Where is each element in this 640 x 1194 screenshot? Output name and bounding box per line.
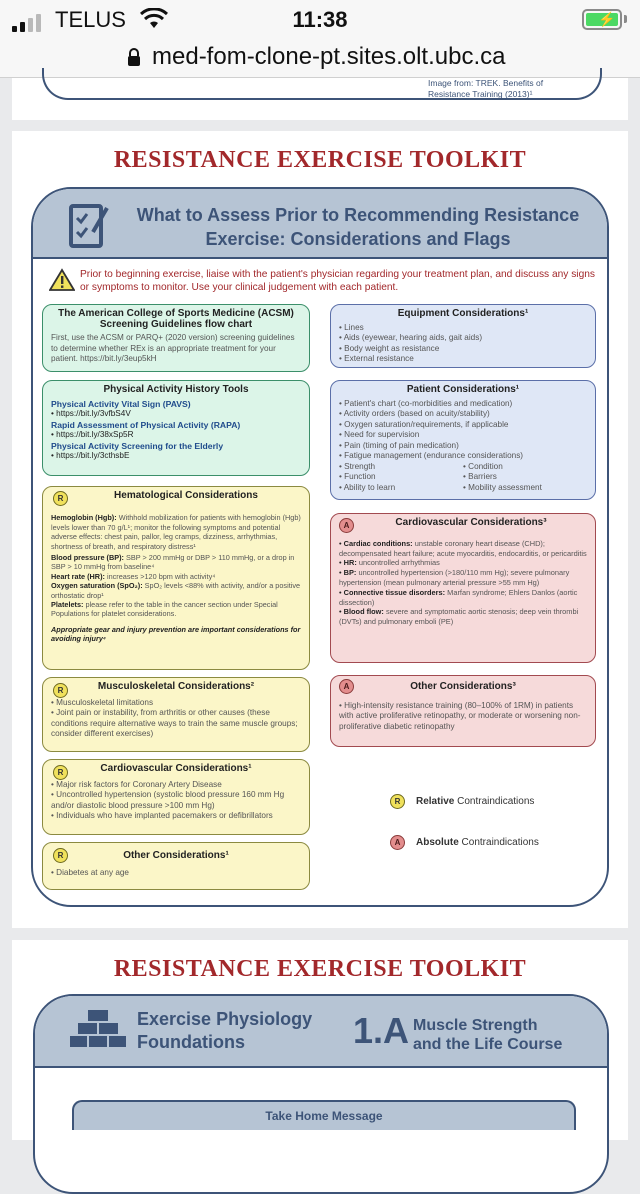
cardio-a-label-1: HR: bbox=[343, 558, 357, 568]
patient-box bbox=[330, 380, 596, 500]
cardio-r-item: • Individuals who have implanted pacemakers or defibrillators bbox=[51, 811, 301, 822]
hema-text-3: SpO₂ levels <88% with activity, and/or a positive orthostatic drop¹ bbox=[51, 581, 301, 600]
pa-link-0[interactable]: • https://bit.ly/3vfbS4V bbox=[51, 409, 131, 418]
pa-history-box bbox=[42, 380, 310, 476]
patient-col-b: • Mobility assessment bbox=[463, 483, 587, 494]
patient-col-a: • Ability to learn bbox=[339, 483, 463, 494]
other-a-title: Other Considerations³ bbox=[410, 681, 516, 692]
pa-link-2[interactable]: • https://bit.ly/3cthsbE bbox=[51, 451, 130, 460]
cardio-r-item: • Uncontrolled hypertension (systolic blood pressure 160 mm Hg and/or diastolic blood pressure >100 mm Hg) bbox=[51, 790, 301, 811]
next-frame bbox=[33, 994, 609, 1194]
pa-item-2: Physical Activity Screening for the Elderly bbox=[51, 440, 224, 451]
bricks-icon bbox=[70, 1008, 126, 1050]
cardio-relative-box bbox=[42, 759, 310, 835]
clock: 11:38 bbox=[292, 7, 348, 32]
hema-text-4: please refer to the table in the cancer section under Special Populations for platelet considerations. bbox=[51, 600, 278, 619]
cardio-a-label-0: Cardiac conditions: bbox=[343, 538, 413, 548]
musc-item: • Musculoskeletal limitations bbox=[51, 698, 301, 709]
patient-col-a: • Strength bbox=[339, 462, 463, 473]
image-credit: Image from: TREK. Benefits of Resistance Training (2013)¹ bbox=[428, 78, 544, 99]
assess-title: What to Assess Prior to Recommending Resistance Exercise: Considerations and Flags bbox=[136, 205, 580, 249]
section-name: Exercise Physiology Foundations bbox=[137, 1009, 313, 1052]
hema-text-1: SBP > 200 mmHg or DBP > 110 mmHg, or a drop in SBP > 10 mmHg from baseline⁴ bbox=[51, 553, 295, 572]
toolkit-title: RESISTANCE EXERCISE TOOLKIT bbox=[113, 147, 527, 173]
hema-text-2: increases >120 bpm with activity⁴ bbox=[106, 571, 216, 581]
cardio-absolute-box: Cardiovascular Considerations³ • Cardiac conditions: unstable coronary heart disease (CHD); decompensated heart failure; acute myocarditis, endocarditis, or pericarditis • HR: uncontrolled arrhythmias • BP: uncontrolled hypertension (>180/110 mm Hg); severe pulmonary hypertension (mean pulmonary arterial pressure >55 mm Hg) • Connective tissue disorders: Marfan syndrome; Ehlers Danlos (aortic dissection) • Blood flow: severe and symptomatic aortic stenosis; deep vein thrombi (DVTs) and pulmonary emboli (PE) bbox=[330, 513, 596, 663]
relative-badge: R bbox=[53, 765, 68, 780]
patient-col-b: • Barriers bbox=[463, 472, 587, 483]
pa-item-1: Rapid Assessment of Physical Activity (RAPA) bbox=[51, 419, 241, 430]
legend-relative-badge: R bbox=[390, 794, 405, 809]
legend-absolute-badge: A bbox=[390, 835, 405, 850]
hema-title: Hematological Considerations bbox=[114, 490, 258, 501]
patient-item: • Pain (timing of pain medication) bbox=[339, 441, 587, 452]
cardio-a-label-4: Blood flow: bbox=[343, 607, 384, 617]
relative-badge: R bbox=[53, 848, 68, 863]
other-r-item: • Diabetes at any age bbox=[51, 868, 301, 879]
equip-item: • Lines bbox=[339, 323, 587, 334]
relative-badge: R bbox=[53, 683, 68, 698]
absolute-badge: A bbox=[339, 518, 354, 533]
hema-label-4: Platelets: bbox=[51, 600, 84, 610]
cardio-a-title: Cardiovascular Considerations³ bbox=[395, 517, 547, 528]
next-toolkit-title: RESISTANCE EXERCISE TOOLKIT bbox=[113, 956, 527, 982]
hema-label-0: Hemoglobin (Hgb): bbox=[51, 513, 117, 523]
cardio-r-title: Cardiovascular Considerations¹ bbox=[100, 763, 252, 774]
patient-item: • Patient's chart (co-morbidities and medication) bbox=[339, 399, 587, 410]
section-number: 1.A bbox=[353, 1010, 410, 1051]
patient-col-b: • Condition bbox=[463, 462, 587, 473]
acsm-title: The American College of Sports Medicine (ACSM) Screening Guidelines flow chart bbox=[58, 308, 294, 330]
patient-item: • Need for supervision bbox=[339, 430, 587, 441]
assess-header bbox=[33, 189, 607, 259]
musc-title: Musculoskeletal Considerations² bbox=[97, 681, 255, 692]
pa-title: Physical Activity History Tools bbox=[103, 384, 249, 395]
musculoskeletal-box bbox=[42, 677, 310, 752]
next-header bbox=[35, 996, 607, 1068]
patient-title: Patient Considerations¹ bbox=[406, 384, 520, 395]
patient-item: • Activity orders (based on acuity/stability) bbox=[339, 409, 587, 420]
other-absolute-box bbox=[330, 675, 596, 747]
absolute-badge: A bbox=[339, 679, 354, 694]
hema-label-3: Oxygen saturation (SpO₂): bbox=[51, 581, 143, 591]
hema-label-2: Heart rate (HR): bbox=[51, 571, 105, 581]
relative-badge: R bbox=[53, 491, 68, 506]
section-topic: Muscle Strength and the Life Course bbox=[413, 1017, 563, 1053]
status-bar bbox=[0, 0, 640, 40]
equip-title: Equipment Considerations¹ bbox=[397, 308, 529, 319]
patient-col-a: • Function bbox=[339, 472, 463, 483]
cardio-a-text-2: uncontrolled hypertension (>180/110 mm Hg); severe pulmonary hypertension (mean pulmonary arterial pressure >55 mm Hg) bbox=[339, 568, 570, 587]
hematological-box bbox=[42, 486, 310, 670]
equip-item: • Aids (eyewear, hearing aids, gait aids) bbox=[339, 333, 587, 344]
patient-item: • Fatigue management (endurance considerations) bbox=[339, 451, 587, 462]
cardio-a-text-4: severe and symptomatic aortic stenosis; deep vein thrombi (DVTs) and pulmonary emboli (PE) bbox=[339, 607, 579, 627]
acsm-text: First, use the ACSM or PARQ+ (2020 version) screening guidelines to determine whether REx is an appropriate treatment for your patient. https://bit.ly/3eup5kH bbox=[51, 333, 295, 363]
pa-link-1[interactable]: • https://bit.ly/38xSp5R bbox=[51, 430, 134, 439]
pa-item-0: Physical Activity Vital Sign (PAVS) bbox=[51, 398, 191, 409]
equip-item: • Body weight as resistance bbox=[339, 344, 587, 355]
other-a-item: • High-intensity resistance training (80–100% of 1RM) in patients with active proliferative retinopathy, or moderate or worsening non-proliferative diabetic retinopathy bbox=[339, 701, 587, 733]
equip-item: • External resistance bbox=[339, 354, 587, 365]
cardio-a-label-3: Connective tissue disorders: bbox=[343, 587, 446, 597]
cardio-a-text-1: uncontrolled arrhythmias bbox=[358, 558, 440, 568]
battery-nub bbox=[624, 15, 627, 23]
url-text[interactable]: med-fom-clone-pt.sites.olt.ubc.ca bbox=[152, 43, 506, 70]
lock-icon bbox=[127, 47, 141, 67]
cardio-a-text-0: unstable coronary heart disease (CHD); decompensated heart failure; acute myocarditis, endocarditis, or pericarditis bbox=[339, 538, 587, 558]
musc-item: • Joint pain or instability, from arthritis or other causes (these conditions require alternative ways to train the same muscle groups; consider different exercises) bbox=[51, 708, 301, 740]
cardio-r-item: • Major risk factors for Coronary Artery Disease bbox=[51, 780, 301, 791]
hema-label-1: Blood pressure (BP): bbox=[51, 553, 124, 563]
checklist-icon bbox=[69, 202, 109, 248]
hema-note: Appropriate gear and injury prevention are important considerations for avoiding injury⁴ bbox=[51, 624, 301, 644]
legend-absolute: Absolute Contraindications bbox=[416, 837, 539, 848]
cardio-a-text-3: Marfan syndrome; Ehlers Danlos (aortic dissection) bbox=[339, 587, 578, 607]
carrier-name: TELUS bbox=[55, 7, 126, 32]
hema-text-0: Withhold mobilization for patients with hemoglobin (Hgb) levels lower than 70 g/L¹; monitor the following symptoms and potential adverse effects: chest pain, pallor, leg cramps, dizziness, arrhythmias, shortness of breath, and respiratory distress¹ bbox=[51, 513, 301, 551]
warning-icon bbox=[49, 268, 75, 292]
battery-icon: ⚡ bbox=[582, 9, 622, 30]
take-home-header: Take Home Message bbox=[72, 1100, 576, 1130]
acsm-box bbox=[42, 304, 310, 372]
patient-item: • Oxygen saturation/requirements, if applicable bbox=[339, 420, 587, 431]
equipment-box bbox=[330, 304, 596, 368]
other-r-title: Other Considerations¹ bbox=[123, 850, 229, 861]
other-relative-box bbox=[42, 842, 310, 890]
warning-text: Prior to beginning exercise, liaise with the patient's physician regarding your treatment plan, and discuss any signs or symptoms to monitor. Use your clinical judgement with each patient. bbox=[80, 269, 595, 293]
legend-relative: Relative Contraindications bbox=[416, 796, 535, 807]
cardio-a-label-2: BP: bbox=[343, 568, 357, 578]
